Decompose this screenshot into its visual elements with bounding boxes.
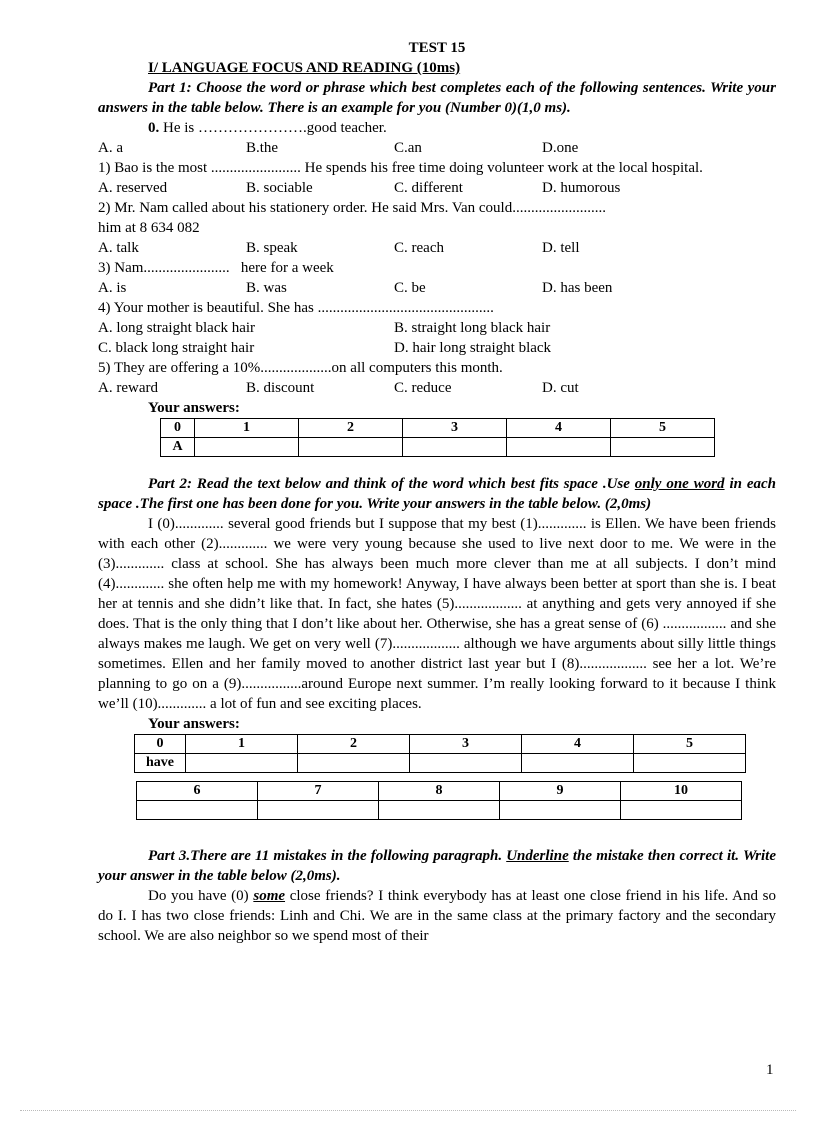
option-d: D. tell bbox=[542, 240, 580, 256]
part2-instruction bbox=[98, 474, 776, 514]
question-3-options bbox=[98, 278, 776, 298]
answer-cell[interactable] bbox=[258, 801, 379, 820]
part1-answers-label: Your answers: bbox=[148, 400, 240, 416]
option-d: D. humorous bbox=[542, 180, 621, 196]
answer-cell: have bbox=[135, 754, 186, 773]
part1-answer-table bbox=[160, 418, 715, 457]
option-c: C. reduce bbox=[394, 380, 452, 396]
table-header-row bbox=[135, 735, 746, 754]
answer-cell[interactable] bbox=[500, 801, 621, 820]
question-1-options bbox=[98, 178, 776, 198]
option-a: A. reward bbox=[98, 380, 158, 396]
table-cell: 5 bbox=[634, 735, 746, 754]
example-line bbox=[148, 118, 776, 138]
table-cell: 4 bbox=[507, 419, 611, 438]
table-answer-row bbox=[137, 801, 742, 820]
answer-cell[interactable] bbox=[621, 801, 742, 820]
answer-cell[interactable] bbox=[379, 801, 500, 820]
answer-cell[interactable] bbox=[299, 438, 403, 457]
option-b: B. speak bbox=[246, 240, 298, 256]
question-4: 4) Your mother is beautiful. She has ............................................... bbox=[98, 300, 494, 316]
option-a: A. is bbox=[98, 280, 127, 296]
answer-cell[interactable] bbox=[507, 438, 611, 457]
answer-cell[interactable] bbox=[403, 438, 507, 457]
example-number: 0. bbox=[148, 120, 160, 136]
option-b: B. straight long black hair bbox=[394, 320, 551, 336]
table-answer-row bbox=[161, 438, 715, 457]
question-4-options-1 bbox=[98, 318, 776, 338]
table-cell: 6 bbox=[137, 782, 258, 801]
answer-cell[interactable] bbox=[137, 801, 258, 820]
option-b: B. was bbox=[246, 280, 287, 296]
question-3: 3) Nam....................... here for a week bbox=[98, 260, 334, 276]
answer-cell[interactable] bbox=[611, 438, 715, 457]
option-c: C. reach bbox=[394, 240, 444, 256]
table-answer-row bbox=[135, 754, 746, 773]
instruction-text: Part 2: Read the text below and think of the word which best fits space .Use bbox=[148, 476, 635, 492]
table-cell: 1 bbox=[186, 735, 298, 754]
table-header-row bbox=[137, 782, 742, 801]
table-cell: 8 bbox=[379, 782, 500, 801]
option-d: D. has been bbox=[542, 280, 613, 296]
option-a: A. reserved bbox=[98, 180, 168, 196]
option-b: B.the bbox=[246, 140, 279, 156]
passage-text: Do you have (0) bbox=[148, 888, 254, 904]
part3-passage bbox=[98, 886, 776, 946]
table-cell: 0 bbox=[135, 735, 186, 754]
part2-answer-table-1 bbox=[134, 734, 746, 773]
page-number: 1 bbox=[766, 1062, 774, 1078]
question-4-options-2 bbox=[98, 338, 776, 358]
section-heading: I/ LANGUAGE FOCUS AND READING (10ms) bbox=[148, 60, 461, 76]
option-d: D.one bbox=[542, 140, 579, 156]
option-a: A. long straight black hair bbox=[98, 320, 256, 336]
option-b: B. sociable bbox=[246, 180, 313, 196]
instruction-text: the mistake then correct it. Write your answer in the table below (2,0ms). bbox=[98, 848, 776, 884]
part3-instruction bbox=[98, 846, 776, 886]
part2-passage: I (0)............. several good friends but I suppose that my best (1)............. is Ellen. We have been friends with each other (2)............. we were very young because she used to live next door to me. We were in the (3)............. class at school. She has always been much more clever than me at all subjects. I don’t mind (4)............. she often help me with my homework! Anyway, I have always been better at sport than she is. I beat her at tennis and she didn’t like that. In fact, she hates (5).................. at anything and gets very annoyed if she does. That is the only thing that I don’t like about her. Otherwise, she has a great sense of (6) ................. and she always makes me laugh. We get on very well (7).................. although we have arguments about silly little things sometimes. Ellen and her family moved to another district last year but I (8).................. see her a lot. We’re planning to go on a (9)................around Europe next summer. I’m really looking forward to it because I think we’ll (10)............. a lot of fun and see exciting places. bbox=[98, 516, 776, 712]
answer-cell[interactable] bbox=[522, 754, 634, 773]
table-cell: 2 bbox=[298, 735, 410, 754]
question-5-options bbox=[98, 378, 776, 398]
option-c: C.an bbox=[394, 140, 422, 156]
passage-text: close friends? I think everybody has at least one close friend in his life. And so do I. I has two close friends: Linh and Chi. We are in the same class at the primary factory and the secondary school. We are also neighbor so we spend most of their bbox=[98, 888, 776, 944]
example-text: He is ………………….good teacher. bbox=[159, 120, 387, 136]
instruction-underlined: Underline bbox=[506, 848, 569, 864]
question-2-cont: him at 8 634 082 bbox=[98, 220, 200, 236]
question-2-options bbox=[98, 238, 776, 258]
example-options bbox=[98, 138, 776, 158]
part2-answer-table-2 bbox=[136, 781, 742, 820]
answer-cell[interactable] bbox=[195, 438, 299, 457]
page-bottom-divider bbox=[20, 1110, 796, 1111]
table-cell: 3 bbox=[403, 419, 507, 438]
table-cell: 2 bbox=[299, 419, 403, 438]
table-cell: 4 bbox=[522, 735, 634, 754]
question-5: 5) They are offering a 10%...................on all computers this month. bbox=[98, 360, 503, 376]
table-cell: 0 bbox=[161, 419, 195, 438]
table-cell: 9 bbox=[500, 782, 621, 801]
option-c: C. be bbox=[394, 280, 426, 296]
table-cell: 3 bbox=[410, 735, 522, 754]
instruction-text: Part 3.There are 11 mistakes in the following paragraph. bbox=[148, 848, 507, 864]
table-cell: 10 bbox=[621, 782, 742, 801]
answer-cell[interactable] bbox=[186, 754, 298, 773]
instruction-text: in each space .The first one has been done for you. Write your answers in the table below. (2,0ms) bbox=[98, 476, 776, 512]
table-cell: 7 bbox=[258, 782, 379, 801]
table-cell: 5 bbox=[611, 419, 715, 438]
test-title: TEST 15 bbox=[408, 40, 466, 56]
option-a: A. talk bbox=[98, 240, 139, 256]
answer-cell[interactable] bbox=[634, 754, 746, 773]
part2-answers-label: Your answers: bbox=[148, 716, 240, 732]
part1-instruction: Part 1: Choose the word or phrase which best completes each of the following sentences. Write your answers in the table below. There is an example for you (Number 0)(1,0 ms). bbox=[98, 80, 776, 116]
question-1: 1) Bao is the most ........................ He spends his free time doing volunteer work at the local hospital. bbox=[98, 160, 703, 176]
option-b: B. discount bbox=[246, 380, 315, 396]
table-header-row bbox=[161, 419, 715, 438]
document-page bbox=[98, 38, 776, 946]
answer-cell: A bbox=[161, 438, 195, 457]
option-c: C. black long straight hair bbox=[98, 340, 255, 356]
question-2: 2) Mr. Nam called about his stationery order. He said Mrs. Van could......................... bbox=[98, 200, 606, 216]
option-a: A. a bbox=[98, 140, 123, 156]
passage-example-word: some bbox=[253, 888, 286, 904]
option-c: C. different bbox=[394, 180, 463, 196]
option-d: D. cut bbox=[542, 380, 579, 396]
answer-cell[interactable] bbox=[410, 754, 522, 773]
table-cell: 1 bbox=[195, 419, 299, 438]
option-d: D. hair long straight black bbox=[394, 340, 552, 356]
answer-cell[interactable] bbox=[298, 754, 410, 773]
instruction-underlined: only one word bbox=[634, 476, 725, 492]
